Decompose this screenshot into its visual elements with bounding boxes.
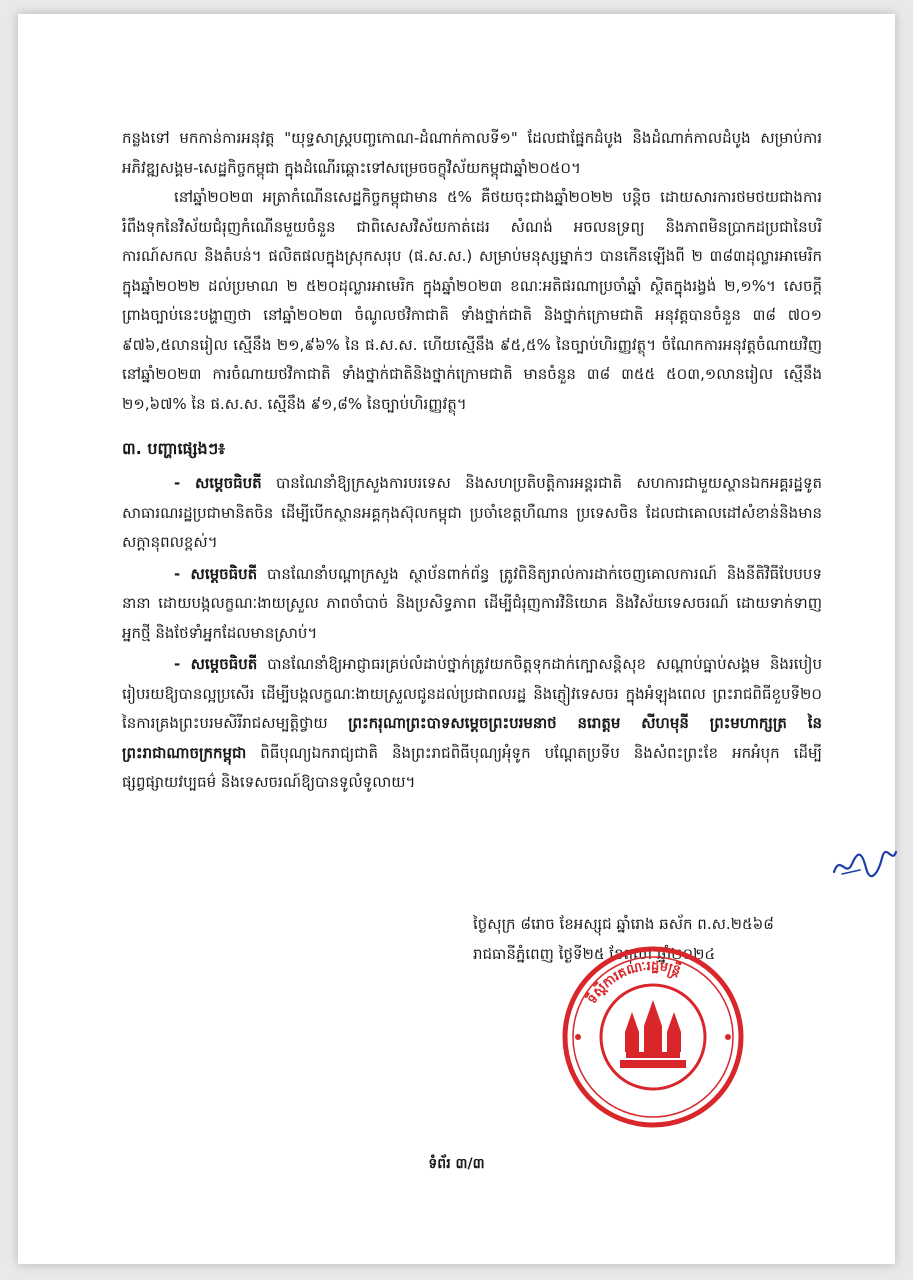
signature-initials bbox=[830, 844, 900, 884]
temple-emblem-icon bbox=[620, 1000, 686, 1068]
item-tail-text: ពិធីបុណ្យឯករាជ្យជាតិ និងព្រះរាជពិធីបុណ្យអុំទូក បណ្តែតប្រទីប និងសំពះព្រះខែ អកអំបុក ដើម្បីផ្សព្វផ្សាយវប្បធម៌ និងទេសចរណ៍ឱ្យបានទូលំទូលាយ។ bbox=[122, 743, 822, 791]
page-number: ទំព័រ ៣/៣ bbox=[428, 1156, 485, 1172]
section-heading: ៣. បញ្ហាផ្សេងៗ៖ bbox=[122, 439, 226, 458]
lunar-date: ថ្ងៃសុក្រ ៨រោច ខែអស្សុជ ឆ្នាំរោង ឆស័ក ព.ស.២៥៦៨ bbox=[473, 915, 774, 933]
item-lead: - សម្តេចធិបតី bbox=[174, 655, 258, 673]
list-item bbox=[122, 560, 822, 649]
item-text: បានណែនាំបណ្តាក្រសួង ស្ថាប័នពាក់ព័ន្ធ ត្រូវពិនិត្យរាល់ការដាក់ចេញគោលការណ៍ និងនីតិវិធីបែបបទនានា ដោយបង្កលក្ខណៈងាយស្រួល ភាពចាំបាច់ និងប្រសិទ្ធភាព ដើម្បីជំរុញការវិនិយោគ និងវិស័យទេសចរណ៍ ដោយទាក់ទាញអ្នកថ្មី និងថែទាំអ្នកដែលមានស្រាប់។ bbox=[122, 564, 822, 642]
stamp-text: ទីស្តីការគណៈរដ្ឋមន្ត្រី bbox=[584, 958, 683, 1007]
solar-date: រាជធានីភ្នំពេញ ថ្ងៃទី២៥ ខែតុលា ឆ្នាំ២០២៤ bbox=[473, 945, 716, 963]
intro-paragraph: កន្លងទៅ មកកាន់ការអនុវត្ត "យុទ្ធសាស្ត្របញ្ចកោណ-ដំណាក់កាលទី១" ដែលជាផ្នែកដំបូង និងដំណាក់កាលដំបូង សម្រាប់ការអភិវឌ្ឍសង្គម-សេដ្ឋកិច្ចកម្ពុជា ក្នុងដំណើរឆ្ពោះទៅសម្រេចចក្ខុវិស័យកម្ពុជាឆ្នាំ២០៥០។ bbox=[122, 129, 822, 177]
list-item bbox=[122, 469, 822, 558]
item-text: បានណែនាំឱ្យអាជ្ញាធរគ្រប់លំដាប់ថ្នាក់ត្រូវយកចិត្តទុកដាក់ក្បោសន្តិសុខ សណ្តាប់ធ្នាប់សង្គម និងរបៀបរៀបរយឱ្យបានល្អប្រសើរ ដើម្បីបង្កលក្ខណៈងាយស្រួលជូនដល់ប្រជាពលរដ្ឋ និងភ្ញៀវទេសចរ ក្នុងអំឡុងពេល ព្រះរាជពិធីខួបទី២០ នៃការគ្រងព្រះបរមសិរីរាជសម្បត្តិថ្វាយ bbox=[122, 655, 822, 732]
item-bold-text: ព្រះករុណាព្រះបាទសម្តេចព្រះបរមនាថ នរោត្តម សីហមុនី ព្រះមហាក្សត្រ នៃព្រះរាជាណាចក្រកម្ពុជា bbox=[122, 714, 822, 762]
economy-paragraph: នៅឆ្នាំ២០២៣ អត្រាកំណើនសេដ្ឋកិច្ចកម្ពុជាមាន ៥% គឺថយចុះជាងឆ្នាំ២០២២ បន្តិច ដោយសារការថមថយជាងការរំពឹងទុកនៃវិស័យជំរុញកំណើនមួយចំនួន ជាពិសេសវិស័យកាត់ដេរ សំណង់ អចលនទ្រព្យ និងភាពមិនប្រាកដប្រជានៃបរិការណ៍សកល និងតំបន់។ ផលិតផលក្នុងស្រុកសរុប (ផ.ស.ស.) សម្រាប់មនុស្សម្នាក់ៗ បានកើនឡើងពី ២ ៣៨៣ដុល្លារអាមេរិក ក្នុងឆ្នាំ២០២២ ដល់ប្រមាណ ២ ៥២០ដុល្លារអាមេរិក ក្នុងឆ្នាំ២០២៣ ខណៈអតិផរណាប្រចាំឆ្នាំ ស្ថិតក្នុងរង្វង់ ២,១%។ សេចក្តីព្រាងច្បាប់នេះបង្ហាញថា នៅឆ្នាំ២០២៣ ចំណូលថវិកាជាតិ ទាំងថ្នាក់ជាតិ និងថ្នាក់ក្រោមជាតិ អនុវត្តបានចំនួន ៣៨ ៧០១ ៩៧៦,៥លានរៀល ស្មើនឹង ២១,៩៦% នៃ ផ.ស.ស. ហើយស្មើនឹង ៩៥,៥% នៃច្បាប់ហិរញ្ញវត្ថុ។ ចំណែកការអនុវត្តចំណាយវិញ នៅឆ្នាំ២០២៣ ការចំណាយថវិកាជាតិ ទាំងថ្នាក់ជាតិនិងថ្នាក់ក្រោមជាតិ មានចំនួន ៣៨ ៣៥៥ ៥០៣,១លានរៀល ស្មើនឹង ២១,៦៧% នៃ ផ.ស.ស. ស្មើនឹង ៩១,៨% នៃច្បាប់ហិរញ្ញវត្ថុ។ bbox=[122, 188, 823, 413]
item-lead: - សម្តេចធិបតី bbox=[174, 564, 258, 583]
document-page bbox=[18, 14, 895, 1264]
item-lead: - សម្តេចធិបតី bbox=[174, 474, 262, 492]
document-body bbox=[122, 124, 822, 800]
list-item bbox=[122, 650, 822, 798]
official-seal-stamp bbox=[558, 942, 748, 1132]
item-text: បានណែនាំឱ្យក្រសួងការបរទេស និងសហប្រតិបត្តិការអន្តរជាតិ សហការជាមួយស្ថានឯកអគ្គរដ្ឋទូតសាធារណរដ្ឋប្រជាមានិតចិន ដើម្បីបើកស្ថានអគ្គកុងស៊ុលកម្ពុជា ប្រចាំខេត្តហឺណាន ប្រទេសចិន ដែលជាគោលដៅសំខាន់និងមានសក្តានុពលខ្ពស់។ bbox=[122, 474, 822, 551]
